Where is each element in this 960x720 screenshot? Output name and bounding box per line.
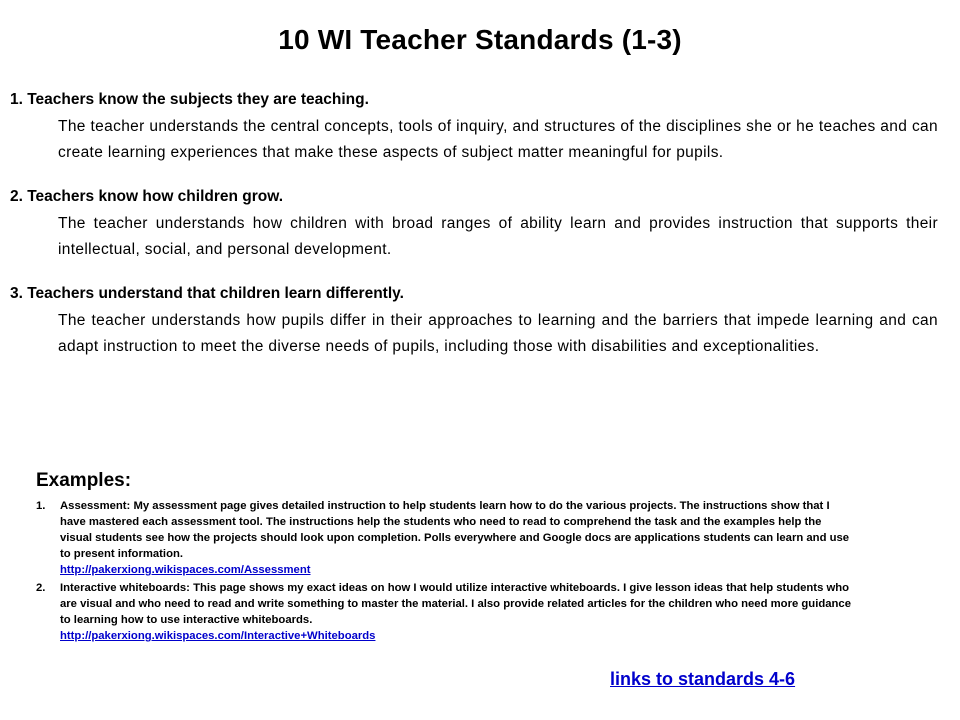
examples-list: [36, 498, 856, 644]
list-item-number: 2.: [36, 582, 46, 594]
standard-2: [10, 186, 938, 262]
standard-description: The teacher understands how children with broad ranges of ability learn and provides instruction that supports their intellectual, social, and personal development.: [58, 215, 938, 258]
examples-section: [36, 470, 856, 646]
examples-heading: Examples:: [36, 470, 132, 491]
list-item-text: Assessment: My assessment page gives detailed instruction to help students learn how to do the various projects. The instructions show that I have mastered each assessment tool. The instructions help the students who need to read to comprehend the task and the examples help the visual students see how the projects should look upon completion. Polls everywhere and Google docs are applications students can learn and use to present information.: [60, 500, 850, 560]
standard-1: [10, 89, 938, 165]
standard-heading: 1. Teachers know the subjects they are teaching.: [10, 91, 369, 108]
standard-heading: 3. Teachers understand that children learn differently.: [10, 285, 404, 302]
list-item: [36, 580, 856, 644]
interactive-whiteboards-link[interactable]: http://pakerxiong.wikispaces.com/Interactive+Whiteboards: [60, 630, 376, 642]
list-item: [36, 498, 856, 578]
standard-3: [10, 283, 938, 359]
list-item-number: 1.: [36, 500, 46, 512]
standard-description: The teacher understands the central concepts, tools of inquiry, and structures of the disciplines she or he teaches and can create learning experiences that make these aspects of subject matter meaningful for pupils.: [58, 118, 938, 161]
assessment-link[interactable]: http://pakerxiong.wikispaces.com/Assessment: [60, 564, 311, 576]
standard-description: The teacher understands how pupils differ in their approaches to learning and the barriers that impede learning and can adapt instruction to meet the diverse needs of pupils, including those with disabilities and exceptionalities.: [58, 312, 938, 355]
standards-list: [10, 89, 938, 380]
standard-heading: 2. Teachers know how children grow.: [10, 188, 284, 205]
list-item-text: Interactive whiteboards: This page shows my exact ideas on how I would utilize interactive whiteboards. I give lesson ideas that help students who are visual and who need to read and write something to master the material. I also provide related articles for the children who need more guidance to learning how to use interactive whiteboards.: [60, 582, 851, 626]
next-standards-link[interactable]: links to standards 4-6: [610, 669, 796, 689]
page-title: 10 WI Teacher Standards (1-3): [278, 24, 682, 55]
